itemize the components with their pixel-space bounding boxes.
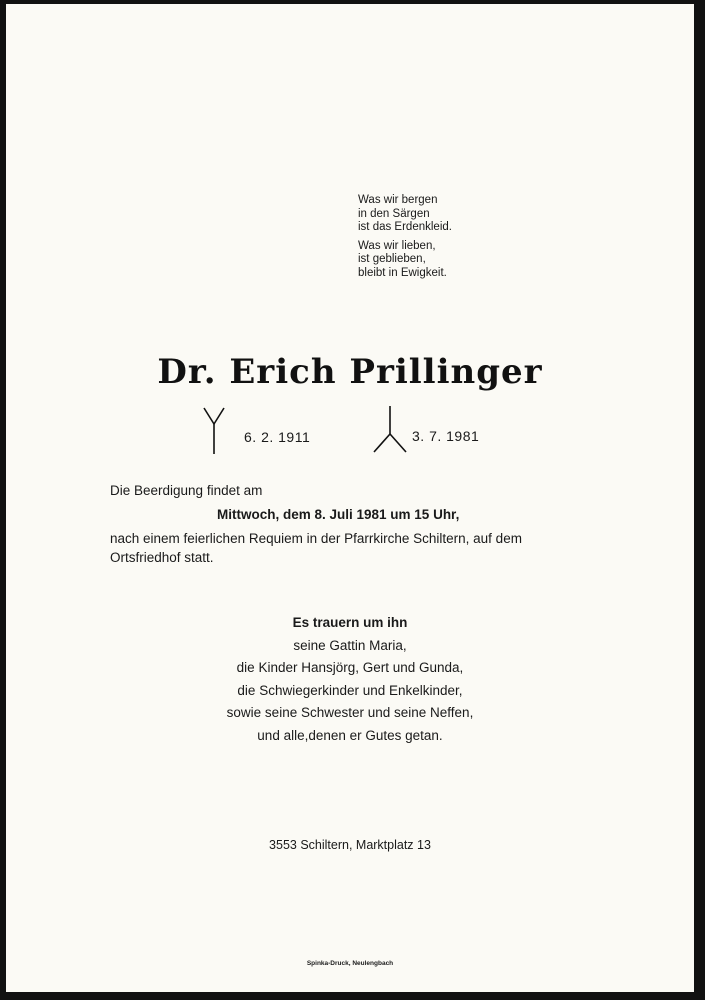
obituary-sheet xyxy=(6,4,694,992)
mourners-heading: Es trauern um ihn xyxy=(292,615,408,630)
poem-line: Was wir bergen xyxy=(358,194,438,206)
birth-date: 6. 2. 1911 xyxy=(244,429,311,445)
mourner-line: und alle,denen er Gutes getan. xyxy=(257,727,443,743)
birth-rune-icon xyxy=(202,406,226,456)
poem-stanza-2 xyxy=(358,240,452,281)
poem-stanza-1 xyxy=(358,194,452,235)
mourner-line: seine Gattin Maria, xyxy=(293,637,407,653)
funeral-details-cont: Ortsfriedhof statt. xyxy=(110,550,214,565)
death-date: 3. 7. 1981 xyxy=(412,428,480,444)
printer-credit: Spinka-Druck, Neulengbach xyxy=(306,960,394,967)
poem-line: bleibt in Ewigkeit. xyxy=(358,266,447,279)
mourner-line: die Kinder Hansjörg, Gert und Gunda, xyxy=(236,660,464,675)
poem-line: Was wir lieben, xyxy=(358,239,436,252)
poem-line: ist geblieben, xyxy=(358,253,426,265)
funeral-details: nach einem feierlichen Requiem in der Pfarrkirche Schiltern, auf dem xyxy=(110,531,522,546)
poem-line: in den Särgen xyxy=(358,207,430,220)
deceased-name: Dr. Erich Prillinger xyxy=(157,352,543,392)
poem-line: ist das Erdenkleid. xyxy=(358,221,452,233)
mourner-line: die Schwiegerkinder und Enkelkinder, xyxy=(237,682,463,698)
funeral-datetime: Mittwoch, dem 8. Juli 1981 um 15 Uhr, xyxy=(217,507,460,522)
poem xyxy=(358,194,452,285)
death-rune-icon xyxy=(372,404,408,454)
address: 3553 Schiltern, Marktplatz 13 xyxy=(269,838,431,852)
funeral-intro: Die Beerdigung findet am xyxy=(110,483,263,498)
mourner-line: sowie seine Schwester und seine Neffen, xyxy=(226,705,474,720)
mourners-list xyxy=(6,612,694,747)
